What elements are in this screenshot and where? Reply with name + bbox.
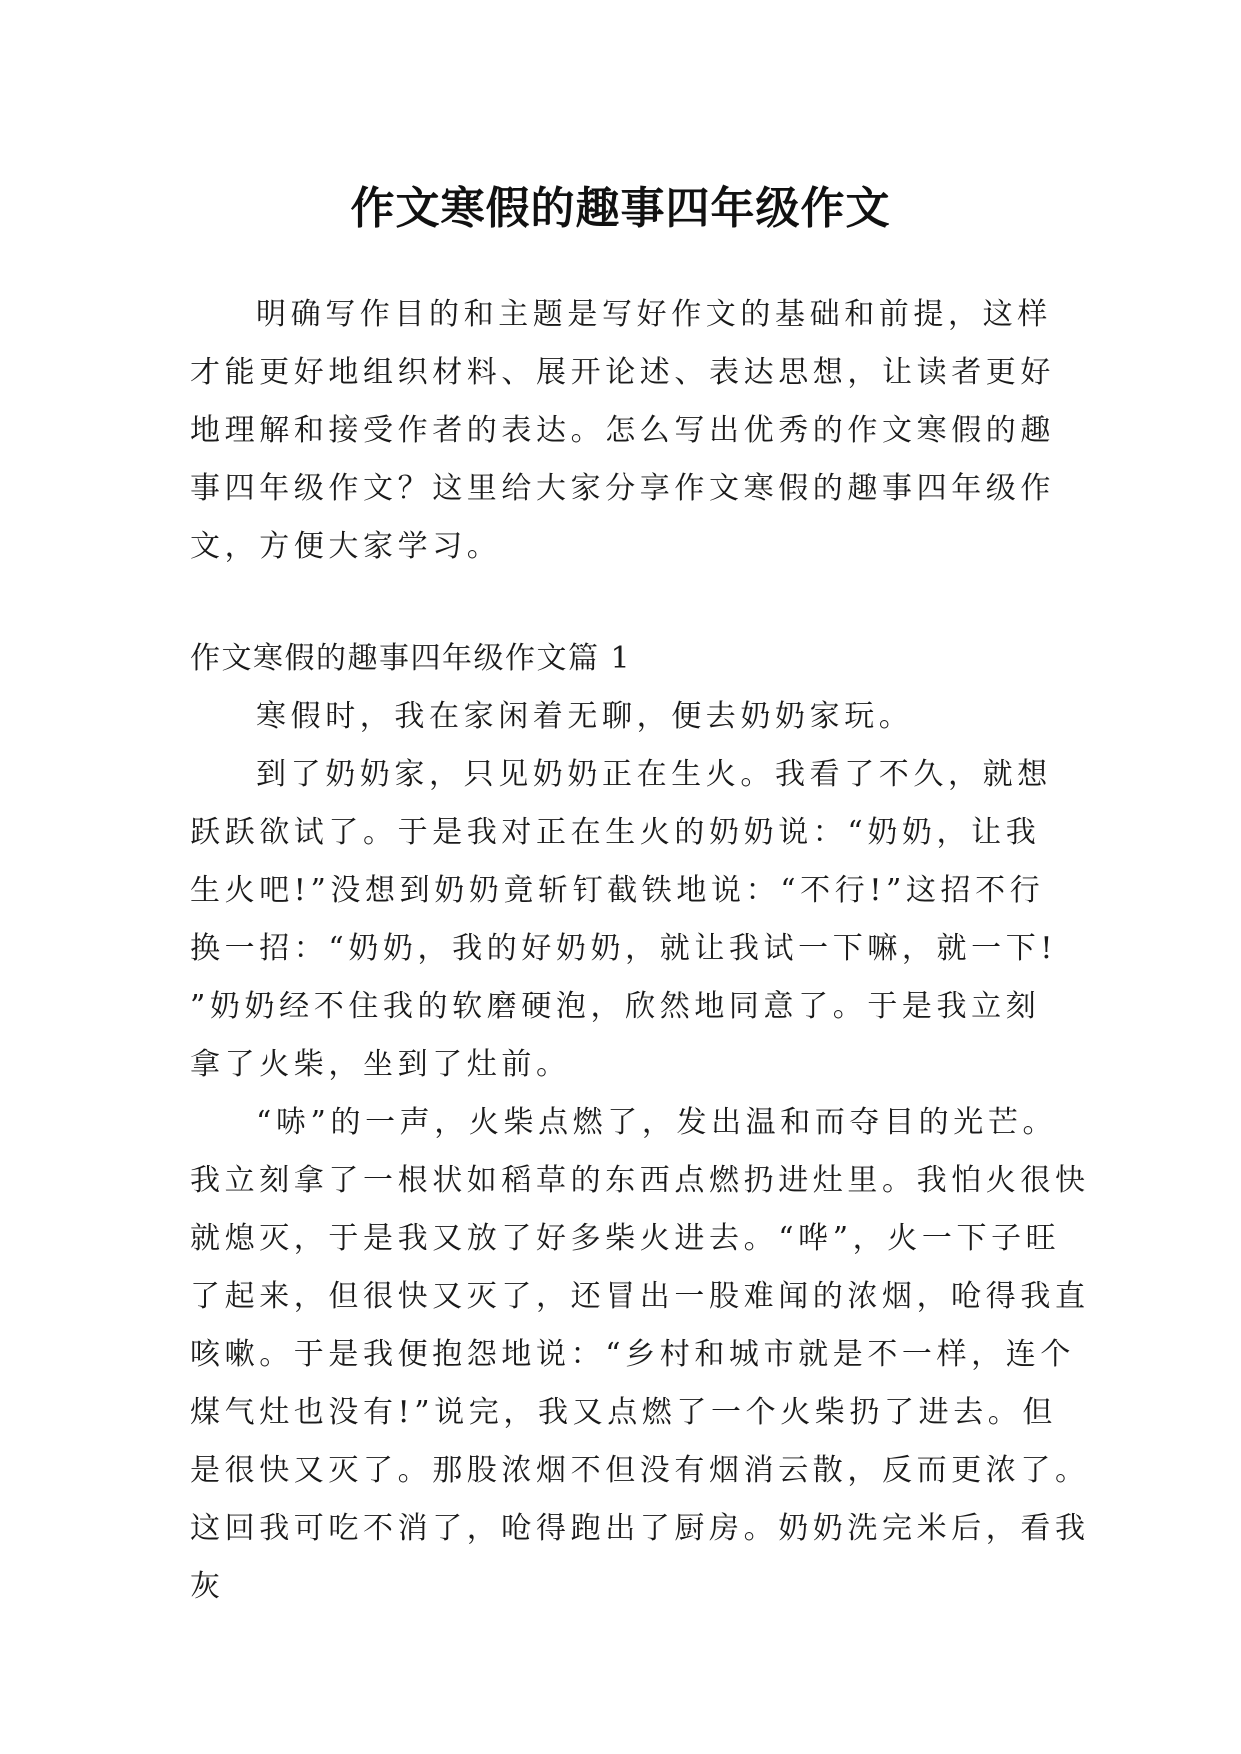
body-paragraph-2: 到了奶奶家，只见奶奶正在生火。我看了不久，就想跃跃欲试了。于是我对正在生火的奶奶说：“奶奶，让我生火吧!”没想到奶奶竟斩钉截铁地说：“不行!”这招不行换一招：“奶奶，我的好奶奶，就让我试一下嘛，就一下!”奶奶经不住我的软磨硬泡，欣然地同意了。于是我立刻拿了火柴，坐到了灶前。 xyxy=(190,757,1057,1082)
body-paragraph-1: 寒假时，我在家闲着无聊，便去奶奶家玩。 xyxy=(256,699,914,734)
intro-paragraph: 明确写作目的和主题是写好作文的基础和前提，这样才能更好地组织材料、展开论述、表达思想，让读者更好地理解和接受作者的表达。怎么写出优秀的作文寒假的趣事四年级作文？这里给大家分享作文寒假的趣事四年级作文，方便大家学习。 xyxy=(190,297,1055,564)
document-title: 作文寒假的趣事四年级作文 xyxy=(350,183,891,235)
body-paragraph-3: “哧”的一声，火柴点燃了，发出温和而夺目的光芒。我立刻拿了一根状如稻草的东西点燃扔进灶里。我怕火很快就熄灭，于是我又放了好多柴火进去。“哗”，火一下子旺了起来，但很快又灭了，还冒出一股难闻的浓烟，呛得我直咳嗽。于是我便抱怨地说：“乡村和城市就是不一样，连个煤气灶也没有!”说完，我又点燃了一个火柴扔了进去。但是很快又灭了。那股浓烟不但没有烟消云散，反而更浓了。这回我可吃不消了，呛得跑出了厨房。奶奶洗完米后，看我灰 xyxy=(190,1105,1090,1604)
section-heading: 作文寒假的趣事四年级作文篇 1 xyxy=(190,641,632,676)
